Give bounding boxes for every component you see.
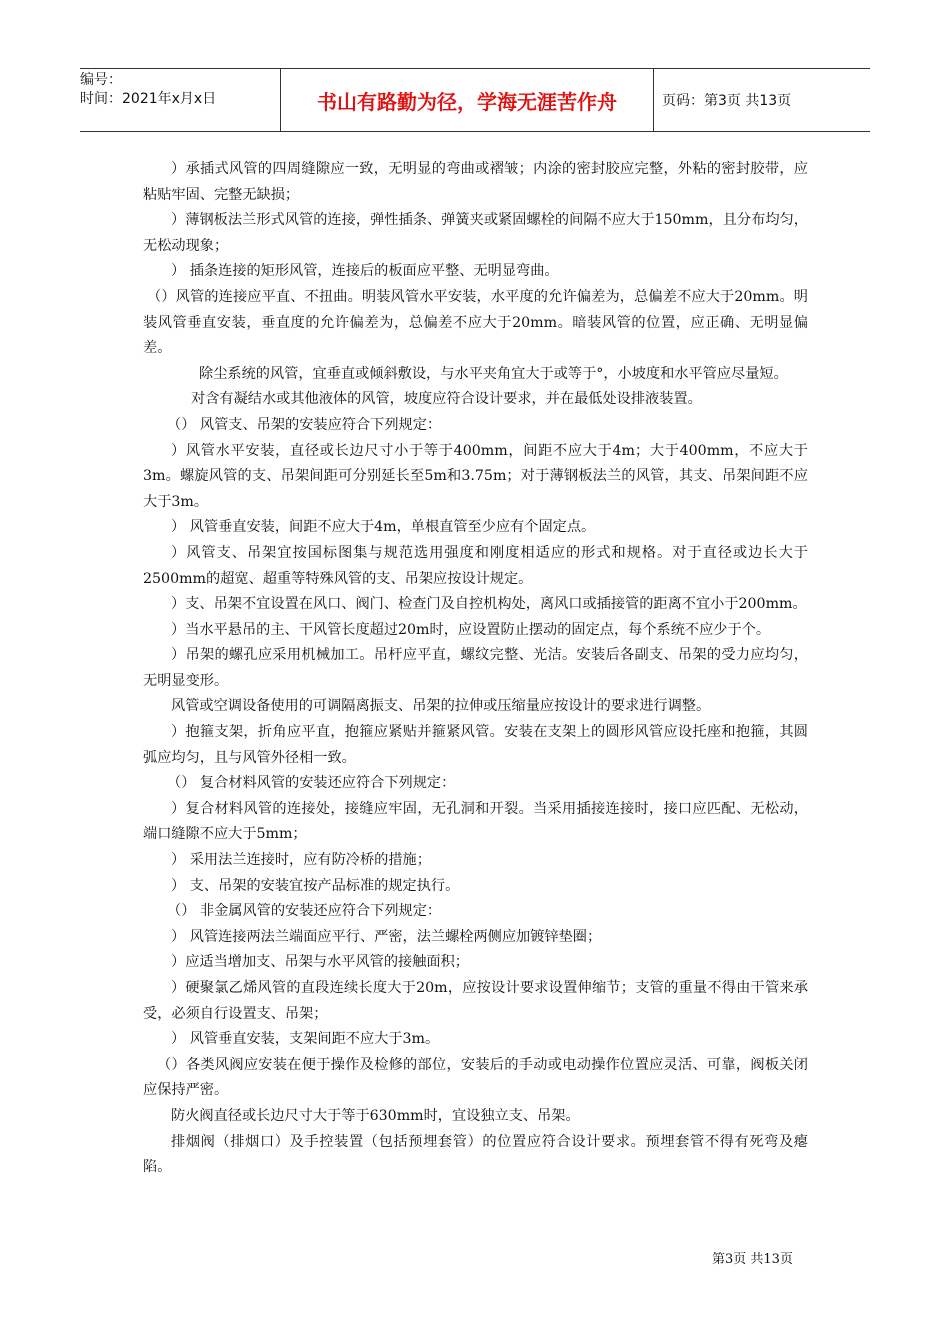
paragraph: ） 风管垂直安装，支架间距不应大于3m。 <box>171 1031 440 1048</box>
paragraph: ）支、吊架不宜设置在风口、阀门、检查门及自控机构处，离风口或插接管的距离不宜小于200mm。 <box>171 596 807 613</box>
paragraph: ）复合材料风管的连接处，接缝应牢固，无孔洞和开裂。当采用插接连接时，接口应匹配、无松动，端口缝隙不应大于5mm； <box>143 800 808 843</box>
paragraph: ） 风管连接两法兰端面应平行、严密，法兰螺栓两侧应加镀锌垫圈； <box>171 928 602 945</box>
paragraph: （） 复合材料风管的安装还应符合下列规定： <box>167 775 456 792</box>
paragraph: （） 风管支、吊架的安装应符合下列规定： <box>167 416 442 433</box>
paragraph: ）薄钢板法兰形式风管的连接，弹性插条、弹簧夹或紧固螺栓的间隔不应大于150mm，且分布均匀，无松动现象； <box>143 212 808 254</box>
header-meta <box>80 69 281 131</box>
document-body <box>143 157 808 1181</box>
page-header <box>80 68 870 132</box>
paragraph: 排烟阀（排烟口）及手控装置（包括预埋套管）的位置应符合设计要求。预埋套管不得有死弯及瘪陷。 <box>143 1133 808 1176</box>
paragraph: （）风管的连接应平直、不扭曲。明装风管水平安装，水平度的允许偏差为，总偏差不应大于20mm。明装风管垂直安装，垂直度的允许偏差为，总偏差不应大于20mm。暗装风管的位置，应正确、无明显偏差。 <box>143 288 808 357</box>
paragraph: ）风管支、吊架宜按国标图集与规范选用强度和刚度相适应的形式和规格。对于直径或边长大于2500mm的超宽、超重等特殊风管的支、吊架应按设计规定。 <box>143 544 808 587</box>
header-page-indicator: 页码：第3页 共13页 <box>662 93 792 109</box>
paragraph: ） 插条连接的矩形风管，连接后的板面应平整、无明显弯曲。 <box>171 263 559 280</box>
paragraph: 对含有凝结水或其他液体的风管，坡度应符合设计要求，并在最低处设排液装置。 <box>191 391 702 408</box>
paragraph: ）吊架的螺孔应采用机械加工。吊杆应平直，螺纹完整、光洁。安装后各副支、吊架的受力应均匀，无明显变形。 <box>143 647 808 689</box>
paragraph: ）承插式风管的四周缝隙应一致，无明显的弯曲或褶皱；内涂的密封胶应完整，外粘的密封胶带，应粘贴牢固、完整无缺损； <box>143 161 808 203</box>
paragraph: ）应适当增加支、吊架与水平风管的接触面积； <box>171 954 469 971</box>
paragraph: （） 非金属风管的安装还应符合下列规定： <box>167 903 442 920</box>
paragraph: （）各类风阀应安装在便于操作及检修的部位，安装后的手动或电动操作位置应灵活、可靠，阀板关闭应保持严密。 <box>143 1056 808 1099</box>
paragraph: 防火阀直径或长边尺寸大于等于630mm时，宜设独立支、吊架。 <box>171 1107 580 1124</box>
paragraph: ） 支、吊架的安装宜按产品标准的规定执行。 <box>171 877 460 894</box>
header-motto: 书山有路勤为径，学海无涯苦作舟 <box>281 69 654 131</box>
paragraph: ）风管水平安装，直径或长边尺寸小于等于400mm，间距不应大于4m；大于400mm，不应大于3m。螺旋风管的支、吊架间距可分别延长至5m和3.75m；对于薄钢板法兰的风管，其支、吊架间距不应大于3m。 <box>143 442 808 510</box>
document-number-label: 编号： <box>80 72 122 88</box>
paragraph: 风管或空调设备使用的可调隔离振支、吊架的拉伸或压缩量应按设计的要求进行调整。 <box>171 698 711 715</box>
paragraph: ） 采用法兰连接时，应有防冷桥的措施； <box>171 852 431 869</box>
paragraph: ）硬聚氯乙烯风管的直段连续长度大于20m，应按设计要求设置伸缩节；支管的重量不得由干管来承受，必须自行设置支、吊架； <box>143 980 808 1022</box>
page-footer: 第3页 共13页 <box>712 1252 793 1267</box>
paragraph: ）抱箍支架，折角应平直，抱箍应紧贴并箍紧风管。安装在支架上的圆形风管应设托座和抱箍，其圆弧应均匀，且与风管外径相一致。 <box>143 724 808 766</box>
paragraph: 除尘系统的风管，宜垂直或倾斜敷设，与水平夹角宜大于或等于°，小坡度和水平管应尽量短。 <box>199 365 788 382</box>
document-date-label: 时间：2021年x月x日 <box>80 91 217 107</box>
paragraph: ）当水平悬吊的主、干风管长度超过20m时，应设置防止摆动的固定点，每个系统不应少于个。 <box>171 621 771 638</box>
paragraph: ） 风管垂直安装，间距不应大于4m，单根直管至少应有个固定点。 <box>171 519 596 536</box>
